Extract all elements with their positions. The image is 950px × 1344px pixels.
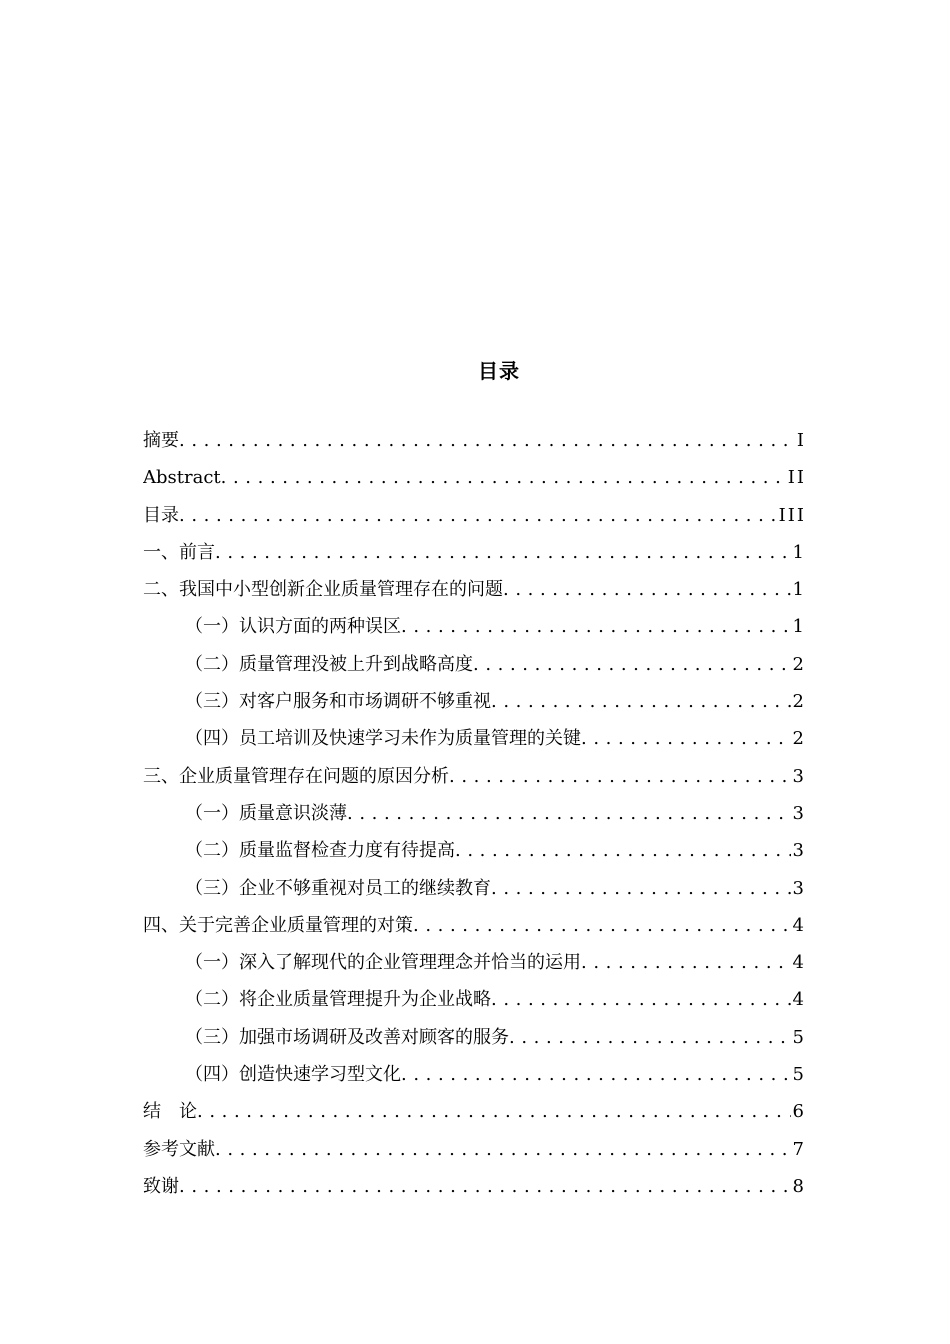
toc-entry-label: （二）质量管理没被上升到战略高度	[185, 653, 473, 675]
toc-entry-chapter-2[interactable]	[143, 571, 806, 608]
dot-leader	[413, 907, 791, 944]
toc-entry-abstract-cn[interactable]	[143, 422, 806, 459]
toc-entry-label: Abstract	[143, 467, 221, 489]
toc-entry-page: 4	[792, 989, 806, 1011]
toc-entry-page: 2	[792, 653, 806, 675]
toc-entry-page: 3	[792, 877, 806, 899]
toc-entry-label: （三）企业不够重视对员工的继续教育	[185, 877, 491, 899]
toc-entry-page: 5	[792, 1064, 806, 1086]
toc-entry-section-4-3[interactable]	[143, 1019, 806, 1056]
toc-entry-section-4-4[interactable]	[143, 1056, 806, 1093]
toc-entry-page: 2	[792, 728, 806, 750]
dot-leader	[509, 1019, 791, 1056]
toc-list	[143, 422, 806, 1205]
toc-entry-label: （三）加强市场调研及改善对顾客的服务	[185, 1026, 509, 1048]
toc-entry-label: 四、关于完善企业质量管理的对策	[143, 914, 413, 936]
toc-entry-acknowledgements[interactable]	[143, 1168, 806, 1205]
dot-leader	[179, 422, 795, 459]
toc-entry-label: 一、前言	[143, 541, 215, 563]
toc-entry-page: 1	[792, 579, 806, 601]
toc-entry-page: 8	[792, 1175, 806, 1197]
toc-entry-label: 结 论	[143, 1101, 197, 1123]
toc-entry-label: 摘要	[143, 430, 179, 451]
toc-entry-section-4-2[interactable]	[143, 981, 806, 1018]
dot-leader	[473, 646, 791, 683]
toc-entry-label: （三）对客户服务和市场调研不够重视	[185, 691, 491, 713]
dot-leader	[215, 1131, 791, 1168]
toc-entry-chapter-3[interactable]	[143, 758, 806, 795]
dot-leader	[491, 683, 791, 720]
dot-leader	[581, 720, 791, 757]
toc-entry-section-2-4[interactable]	[143, 720, 806, 757]
toc-entry-page: 4	[792, 952, 806, 974]
toc-entry-label: 目录	[143, 504, 179, 526]
toc-entry-page: 1	[792, 541, 806, 563]
dot-leader	[491, 870, 791, 907]
toc-entry-section-2-1[interactable]	[143, 608, 806, 645]
toc-entry-label: （一）深入了解现代的企业管理理念并恰当的运用	[185, 952, 581, 974]
toc-entry-section-2-2[interactable]	[143, 646, 806, 683]
dot-leader	[179, 497, 777, 534]
dot-leader	[401, 1056, 791, 1093]
dot-leader	[503, 571, 791, 608]
dot-leader	[347, 795, 791, 832]
toc-entry-page: III	[778, 504, 806, 526]
dot-leader	[221, 459, 786, 496]
toc-entry-label: （四）创造快速学习型文化	[185, 1064, 401, 1086]
toc-entry-label: （二）将企业质量管理提升为企业战略	[185, 989, 491, 1011]
toc-entry-section-2-3[interactable]	[143, 683, 806, 720]
toc-entry-label: 参考文献	[143, 1138, 215, 1160]
toc-entry-page: I	[796, 430, 806, 451]
toc-entry-preface[interactable]	[143, 534, 806, 571]
toc-entry-abstract-en[interactable]	[143, 459, 806, 496]
dot-leader	[197, 1093, 791, 1130]
dot-leader	[179, 1168, 791, 1205]
dot-leader	[401, 608, 791, 645]
toc-entry-label: 致谢	[143, 1175, 179, 1197]
toc-entry-page: 5	[792, 1026, 806, 1048]
toc-entry-page: 4	[792, 914, 806, 936]
dot-leader	[581, 944, 791, 981]
toc-entry-section-3-1[interactable]	[143, 795, 806, 832]
toc-entry-page: 3	[792, 840, 806, 862]
toc-entry-contents[interactable]	[143, 497, 806, 534]
toc-entry-conclusion[interactable]	[143, 1093, 806, 1130]
toc-entry-page: 2	[792, 691, 806, 713]
toc-entry-label: 三、企业质量管理存在问题的原因分析	[143, 765, 449, 787]
toc-entry-label: （一）认识方面的两种误区	[185, 616, 401, 638]
toc-entry-page: II	[787, 467, 806, 489]
dot-leader	[215, 534, 791, 571]
dot-leader	[455, 832, 791, 869]
toc-entry-section-3-3[interactable]	[143, 870, 806, 907]
toc-entry-section-4-1[interactable]	[143, 944, 806, 981]
toc-entry-section-3-2[interactable]	[143, 832, 806, 869]
toc-entry-page: 7	[792, 1138, 806, 1160]
dot-leader	[491, 981, 791, 1018]
toc-entry-page: 3	[792, 765, 806, 787]
toc-entry-label: （一）质量意识淡薄	[185, 802, 347, 824]
toc-title: 目录	[478, 359, 520, 383]
toc-entry-label: （二）质量监督检查力度有待提高	[185, 840, 455, 862]
toc-entry-references[interactable]	[143, 1131, 806, 1168]
dot-leader	[449, 758, 791, 795]
toc-entry-page: 1	[792, 616, 806, 638]
toc-entry-page: 6	[792, 1101, 806, 1123]
toc-entry-page: 3	[792, 802, 806, 824]
toc-entry-label: （四）员工培训及快速学习未作为质量管理的关键	[185, 728, 581, 750]
toc-entry-chapter-4[interactable]	[143, 907, 806, 944]
toc-entry-label: 二、我国中小型创新企业质量管理存在的问题	[143, 579, 503, 601]
